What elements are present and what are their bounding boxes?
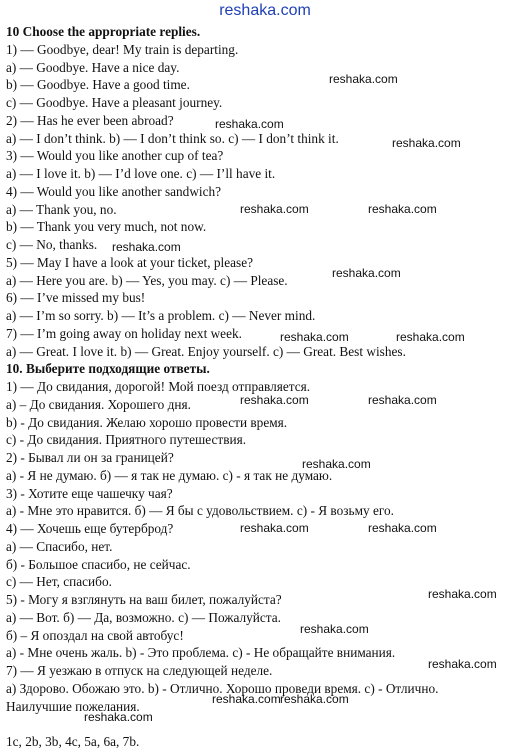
watermark-text: reshaka.com <box>368 202 437 216</box>
text-line: с) — Нет, спасибо. <box>6 574 112 590</box>
watermark-text: reshaka.com <box>368 393 437 407</box>
text-line: c) — No, thanks. <box>6 237 98 252</box>
text-line: 3) — Would you like another cup of tea? <box>6 148 224 164</box>
text-line: Наилучшие пожелания. <box>6 698 140 714</box>
watermark-text: reshaka.com <box>392 136 461 150</box>
text-line: 7) — I’m going away on holiday next week. <box>6 325 242 341</box>
text-line: 1) — До свидания, дорогой! Мой поезд отправляется. <box>6 379 311 394</box>
watermark-text: reshaka.com <box>240 202 309 216</box>
watermark-text: reshaka.com <box>332 266 401 280</box>
section-heading: 10 Choose the appropriate replies. <box>6 24 201 39</box>
text-line: c) — Goodbye. Have a pleasant journey. <box>6 95 223 110</box>
watermark-text: reshaka.com <box>112 240 181 254</box>
text-line: а) - Я не думаю. б) — я так не думаю. с) - я так не думаю. <box>6 467 333 483</box>
section-heading: 10. Выберите подходящие ответы. <box>6 361 210 377</box>
text-line: 6) — I’ve missed my bus! <box>6 290 146 306</box>
text-line: a) — I’m so sorry. b) — It’s a problem. c) — Never mind. <box>6 308 316 323</box>
text-line: b) — Goodbye. Have a good time. <box>6 77 190 93</box>
text-line: а) – До свидания. Хорошего дня. <box>6 396 191 412</box>
text-line: 4) — Хочешь еще бутерброд? <box>6 521 174 536</box>
text-line: 5) - Могу я взглянуть на ваш билет, пожалуйста? <box>6 592 282 607</box>
text-line: a) — I don’t think. b) — I don’t think so. c) — I don’t think it. <box>6 130 339 146</box>
watermark-text: reshaka.com <box>396 330 465 344</box>
watermark-text: reshaka.com <box>368 521 437 535</box>
watermark-text: reshaka.com <box>240 393 309 407</box>
text-line: а) — Вот. б) — Да, возможно. с) — Пожалуйста. <box>6 609 281 625</box>
text-line: a) — Here you are. b) — Yes, you may. c) — Please. <box>6 272 288 288</box>
watermark-text: reshaka.com <box>84 710 153 724</box>
text-line: a) — Great. I love it. b) — Great. Enjoy yourself. c) — Great. Best wishes. <box>6 343 406 359</box>
text-line: 1с, 2b, 3b, 4c, 5a, 6a, 7b. <box>6 734 140 749</box>
watermark-text: reshaka.com <box>280 330 349 344</box>
text-line: б) - Большое спасибо, не сейчас. <box>6 556 191 572</box>
watermark-text: reshaka.com <box>428 587 497 601</box>
text-line: а) Здорово. Обожаю это. b) - Отлично. Хорошо проведи время. с) - Отлично. <box>6 680 439 696</box>
watermark-text: reshaka.com <box>215 117 284 131</box>
text-line: 2) - Бывал ли он за границей? <box>6 450 174 465</box>
text-line: 3) - Хотите еще чашечку чая? <box>6 485 173 501</box>
text-line: б) – Я опоздал на свой автобус! <box>6 627 184 643</box>
text-line: с) - До свидания. Приятного путешествия. <box>6 432 247 448</box>
watermark-text: reshaka.com <box>302 457 371 471</box>
text-line: а) — Спасибо, нет. <box>6 538 113 554</box>
text-line: а) - Мне очень жаль. b) - Это проблема. с) - Не обращайте внимания. <box>6 645 396 661</box>
site-logo-watermark: reshaka.com <box>219 2 311 19</box>
watermark-text: reshaka.com <box>428 657 497 671</box>
text-line: a) — Goodbye. Have a nice day. <box>6 59 180 75</box>
text-line: 5) — May I have a look at your ticket, please? <box>6 254 254 270</box>
text-line: a) — Thank you, no. <box>6 201 117 217</box>
text-line: b) - До свидания. Желаю хорошо провести время. <box>6 414 288 430</box>
text-line: a) — I love it. b) — I’d love one. c) — I’ll have it. <box>6 166 276 181</box>
text-line: b) — Thank you very much, not now. <box>6 219 207 235</box>
watermark-text: reshaka.com <box>329 72 398 86</box>
watermark-text: reshaka.com <box>240 521 309 535</box>
watermark-text: reshaka.com <box>212 692 281 706</box>
text-line: 2) — Has he ever been abroad? <box>6 112 174 128</box>
text-line: а) - Мне это нравится. б) — Я бы с удовольствием. с) - Я возьму его. <box>6 503 394 519</box>
text-line: 1) — Goodbye, dear! My train is departing. <box>6 41 239 57</box>
text-line: 4) — Would you like another sandwich? <box>6 183 222 199</box>
text-line: 7) — Я уезжаю в отпуск на следующей неделе. <box>6 663 273 678</box>
watermark-text: reshaka.com <box>300 622 369 636</box>
watermark-text: reshaka.com <box>280 692 349 706</box>
